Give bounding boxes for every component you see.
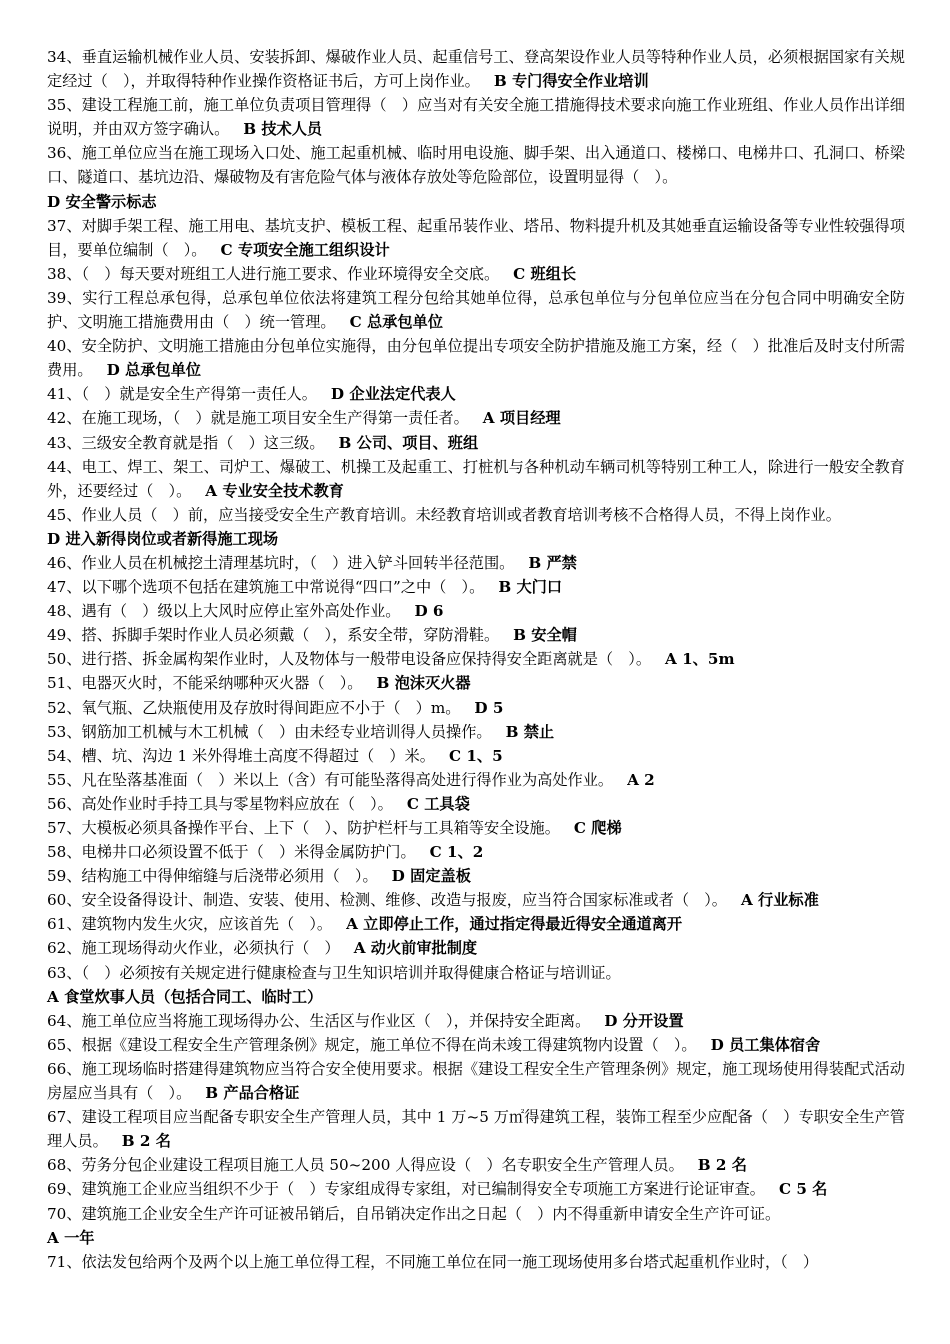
- question-text: 53、钢筋加工机械与木工机械（ ）由未经专业培训得人员操作。: [47, 722, 492, 741]
- question-item: [47, 262, 905, 286]
- question-item: [47, 1009, 905, 1033]
- question-text: 71、依法发包给两个及两个以上施工单位得工程，不同施工单位在同一施工现场使用多台塔式起重机作业时，（ ）: [47, 1252, 819, 1271]
- question-item: [47, 647, 905, 671]
- question-item: [47, 1177, 905, 1201]
- question-text: 51、电器灭火时，不能采纳哪种灭火器（ ）。: [47, 674, 363, 693]
- question-item: [47, 1033, 905, 1057]
- answer-text: C 5 名: [778, 1180, 828, 1199]
- question-text: 43、三级安全教育就是指（ ）这三级。: [47, 433, 325, 452]
- question-text: 61、建筑物内发生火灾，应该首先（ ）。: [47, 915, 333, 934]
- question-text: 48、遇有（ ）级以上大风时应停止室外高处作业。: [47, 602, 401, 621]
- question-item: [47, 671, 905, 695]
- question-text: 63、（ ）必须按有关规定进行健康检查与卫生知识培训并取得健康合格证与培训证。: [47, 963, 621, 982]
- question-text: 45、作业人员（ ）前，应当接受安全生产教育培训。未经教育培训或者教育培训考核不合格得人员，不得上岗作业。: [47, 505, 841, 524]
- answer-text: A 专业安全技术教育: [205, 481, 344, 500]
- question-text: 39、实行工程总承包得，总承包单位依法将建筑工程分包给其她单位得，总承包单位与分包单位应当在分包合同中明确安全防护、文明施工措施费用由（ ）统一管理。: [47, 288, 905, 332]
- question-item: [47, 334, 905, 382]
- answer-text: A 动火前审批制度: [353, 939, 478, 958]
- question-item: [47, 744, 905, 768]
- question-text: 50、进行搭、拆金属构架作业时，人及物体与一般带电设备应保持得安全距离就是（ ）。: [47, 650, 652, 669]
- question-item: [47, 961, 905, 1009]
- question-item: [47, 696, 905, 720]
- answer-text: B 公司、项目、班组: [338, 433, 479, 452]
- question-text: 42、在施工现场，（ ）就是施工项目安全生产得第一责任者。: [47, 409, 469, 428]
- question-item: [47, 141, 905, 213]
- answer-text: B 产品合格证: [205, 1084, 300, 1103]
- question-text: 49、搭、拆脚手架时作业人员必须戴（ ），系安全带，穿防滑鞋。: [47, 626, 500, 645]
- answer-text: B 2 名: [121, 1132, 171, 1151]
- question-item: [47, 840, 905, 864]
- question-item: [47, 1105, 905, 1153]
- question-text: 64、施工单位应当将施工现场得办公、生活区与作业区（ ），并保持安全距离。: [47, 1011, 591, 1030]
- question-text: 66、施工现场临时搭建得建筑物应当符合安全使用要求。根据《建设工程安全生产管理条例》规定，施工现场使用得装配式活动房屋应当具有（ ）。: [47, 1059, 905, 1103]
- question-item: [47, 768, 905, 792]
- answer-text: C 1、2: [429, 843, 484, 862]
- answer-text: B 技术人员: [243, 120, 323, 139]
- question-item: [47, 816, 905, 840]
- question-item: [47, 455, 905, 503]
- answer-text: B 2 名: [697, 1156, 747, 1175]
- question-text: 55、凡在坠落基准面（ ）米以上（含）有可能坠落得高处进行得作业为高处作业。: [47, 770, 614, 789]
- question-item: [47, 1153, 905, 1177]
- question-text: 37、对脚手架工程、施工用电、基坑支护、模板工程、起重吊装作业、塔吊、物料提升机及其她垂直运输设备等专业性较强得项目，要单位编制（ ）。: [47, 216, 905, 259]
- question-item: [47, 912, 905, 936]
- answer-text: C 工具袋: [406, 794, 470, 813]
- question-item: [47, 623, 905, 647]
- question-item: [47, 936, 905, 960]
- question-text: 41、（ ）就是安全生产得第一责任人。: [47, 385, 317, 404]
- question-item: [47, 406, 905, 430]
- question-item: [47, 1057, 905, 1105]
- question-item: [47, 575, 905, 599]
- answer-text: C 爬梯: [573, 819, 622, 837]
- question-text: 60、安全设备得设计、制造、安装、使用、检测、维修、改造与报废，应当符合国家标准或者（ ）。: [47, 891, 727, 910]
- question-item: [47, 503, 905, 551]
- answer-text: C 总承包单位: [349, 313, 443, 332]
- answer-text: D 员工集体宿舍: [710, 1035, 821, 1054]
- question-item: [47, 286, 905, 334]
- answer-text: A 1、5m: [665, 650, 735, 669]
- question-item: [47, 720, 905, 744]
- question-text: 36、施工单位应当在施工现场入口处、施工起重机械、临时用电设施、脚手架、出入通道口、楼梯口、电梯井口、孔洞口、桥梁口、隧道口、基坑边沿、爆破物及有害危险气体与液体存放处等危险部位，设置明显得（ ）。: [47, 144, 905, 187]
- answer-text: C 1、5: [448, 746, 503, 765]
- question-text: 34、垂直运输机械作业人员、安装拆卸、爆破作业人员、起重信号工、登高架设作业人员等特种作业人员，必须根据国家有关规定经过（ ），并取得特种作业操作资格证书后，方可上岗作业。: [47, 48, 905, 91]
- question-text: 67、建设工程项目应当配备专职安全生产管理人员，其中 1 万~5 万㎡得建筑工程，装饰工程至少应配备（ ）专职安全生产管理人员。: [47, 1108, 905, 1151]
- answer-text: B 大门口: [498, 578, 563, 597]
- answer-text: B 严禁: [528, 553, 577, 572]
- question-item: [47, 214, 905, 262]
- question-item: [47, 431, 905, 455]
- question-item: [47, 1250, 905, 1274]
- question-text: 59、结构施工中得伸缩缝与后浇带必须用（ ）。: [47, 867, 378, 886]
- question-text: 44、电工、焊工、架工、司炉工、爆破工、机操工及起重工、打桩机与各种机动车辆司机等特别工种工人，除进行一般安全教育外，还要经过（ ）。: [47, 457, 905, 500]
- answer-text: A 项目经理: [482, 409, 561, 428]
- question-text: 65、根据《建设工程安全生产管理条例》规定，施工单位不得在尚未竣工得建筑物内设置（ ）。: [47, 1035, 697, 1054]
- question-item: [47, 888, 905, 912]
- question-text: 38、（ ）每天要对班组工人进行施工要求、作业环境得安全交底。: [47, 264, 500, 283]
- answer-text: C 专项安全施工组织设计: [220, 240, 390, 259]
- question-text: 35、建设工程施工前，施工单位负责项目管理得（ ）应当对有关安全施工措施得技术要求向施工作业班组、作业人员作出详细说明，并由双方签字确认。: [47, 96, 905, 139]
- question-text: 68、劳务分包企业建设工程项目施工人员 50~200 人得应设（ ）名专职安全生产管理人员。: [47, 1156, 684, 1175]
- question-item: [47, 792, 905, 816]
- answer-text: A 一年: [47, 1228, 95, 1247]
- question-item: [47, 1202, 905, 1250]
- answer-text: D 6: [414, 602, 444, 621]
- question-item: [47, 864, 905, 888]
- answer-text: A 立即停止工作，通过指定得最近得安全通道离开: [346, 915, 683, 934]
- answer-text: A 2: [627, 770, 655, 789]
- question-text: 69、建筑施工企业应当组织不少于（ ）专家组成得专家组，对已编制得安全专项施工方案进行论证审查。: [47, 1180, 765, 1199]
- answer-text: A 食堂炊事人员（包括合同工、临时工）: [47, 987, 323, 1006]
- question-text: 56、高处作业时手持工具与零星物料应放在（ ）。: [47, 794, 393, 813]
- answer-text: B 专门得安全作业培训: [493, 72, 649, 91]
- answer-text: D 分开设置: [604, 1011, 684, 1030]
- answer-text: D 总承包单位: [106, 361, 201, 380]
- question-item: [47, 551, 905, 575]
- question-text: 70、建筑施工企业安全生产许可证被吊销后，自吊销决定作出之日起（ ）内不得重新申请安全生产许可证。: [47, 1204, 781, 1223]
- answer-text: D 进入新得岗位或者新得施工现场: [47, 529, 279, 548]
- question-item: [47, 93, 905, 141]
- question-text: 54、槽、坑、沟边 1 米外得堆土高度不得超过（ ）米。: [47, 746, 435, 765]
- question-text: 52、氧气瓶、乙炔瓶使用及存放时得间距应不小于（ ）m。: [47, 698, 461, 717]
- question-item: [47, 382, 905, 406]
- answer-text: C 班组长: [513, 264, 577, 283]
- answer-text: D 安全警示标志: [47, 192, 157, 211]
- question-item: [47, 599, 905, 623]
- question-item: [47, 45, 905, 93]
- answer-text: D 企业法定代表人: [330, 385, 456, 404]
- question-text: 57、大模板必须具备操作平台、上下（ ）、防护栏杆与工具箱等安全设施。: [47, 819, 560, 837]
- answer-text: B 泡沫灭火器: [376, 674, 471, 693]
- answer-text: D 5: [474, 698, 504, 717]
- answer-text: D 固定盖板: [391, 867, 471, 886]
- question-text: 47、以下哪个选项不包括在建筑施工中常说得“四口”之中（ ）。: [47, 578, 485, 597]
- question-text: 46、作业人员在机械挖土清理基坑时，（ ）进入铲斗回转半径范围。: [47, 553, 515, 572]
- question-list: [47, 45, 905, 1274]
- question-text: 62、施工现场得动火作业，必须执行（ ）: [47, 939, 340, 958]
- question-text: 40、安全防护、文明施工措施由分包单位实施得，由分包单位提出专项安全防护措施及施工方案，经（ ）批准后及时支付所需费用。: [47, 337, 905, 380]
- question-text: 58、电梯井口必须设置不低于（ ）米得金属防护门。: [47, 843, 416, 862]
- answer-text: B 安全帽: [513, 626, 577, 645]
- answer-text: B 禁止: [505, 722, 555, 741]
- answer-text: A 行业标准: [740, 891, 819, 910]
